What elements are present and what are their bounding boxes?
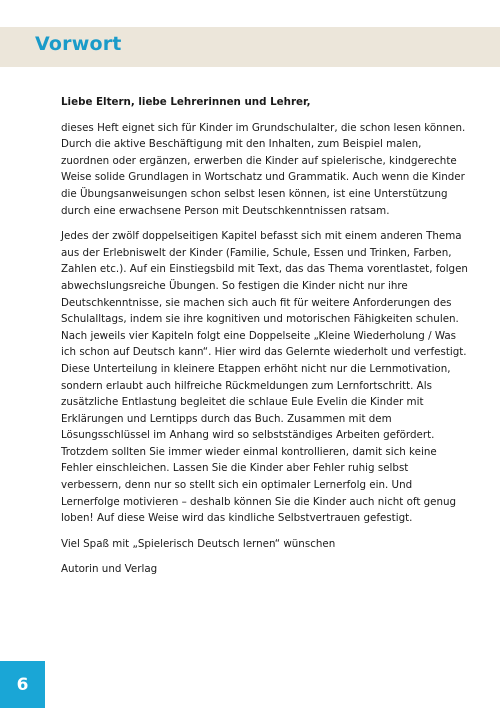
- signature: Autorin und Verlag: [61, 563, 158, 576]
- paragraph-intro: dieses Heft eignet sich für Kinder im Grundschulalter, die schon lesen können. Durch die aktive Beschäftigung mit den Inhalten, zum Beispiel malen, zuordnen oder ergänzen, erwerben die Kinder auf spielerische, kindgerechte Weise solide Grundlagen in Wortschatz und Grammatik. Auch wenn die Kinder die Übungsanweisungen schon selbst lesen können, ist eine Unterstützung durch eine erwachsene Person mit Deutschkenntnissen ratsam.: [61, 121, 466, 217]
- salutation: Liebe Eltern, liebe Lehrerinnen und Lehrer,: [61, 96, 311, 108]
- page-number-box: [0, 661, 45, 708]
- page-number: 6: [16, 674, 29, 695]
- paragraph-chapters: Jedes der zwölf doppelseitigen Kapitel befasst sich mit einem anderen Thema aus der Erlebniswelt der Kinder (Familie, Schule, Essen und Trinken, Farben, Zahlen etc.). Auf ein Einstiegsbild mit Text, das das Thema vorentlastet, folgen abwechslungsreiche Übungen. So festigen die Kinder nicht nur ihre Deutschkenntnisse, sie machen sich auch fit für weitere Anforderungen des Schulalltags, indem sie ihre kognitiven und motorischen Fähigkeiten schulen. Nach jeweils vier Kapiteln folgt eine Doppelseite „Kleine Wiederholung / Was ich schon auf Deutsch kann“. Hier wird das Gelernte wiederholt und verfestigt. Diese Unterteilung in kleinere Etappen erhöht nicht nur die Lernmotivation, sondern erlaubt auch hilfreiche Rückmeldungen zum Lernfortschritt. Als zusätzliche Entlastung begleitet die schlaue Eule Evelin die Kinder mit Erklärungen und Lerntipps durch das Buch. Zusammen mit dem Lösungsschlüssel im Anhang wird so selbstständiges Arbeiten gefördert. Trotzdem sollten Sie immer wieder einmal kontrollieren, damit sich keine Fehler einschleichen. Lassen Sie die Kinder aber Fehler ruhig selbst verbessern, denn nur so stellt sich ein optimaler Lernerfolg ein. Und Lernerfolge motivieren – deshalb können Sie die Kinder auch nicht oft genug loben! Auf diese Weise wird das kindliche Selbstvertrauen gefestigt.: [61, 230, 468, 525]
- paragraph-wishes: Viel Spaß mit „Spielerisch Deutsch lernen“ wünschen: [61, 537, 336, 550]
- body-text: [61, 94, 471, 587]
- page-title: Vorwort: [35, 33, 122, 55]
